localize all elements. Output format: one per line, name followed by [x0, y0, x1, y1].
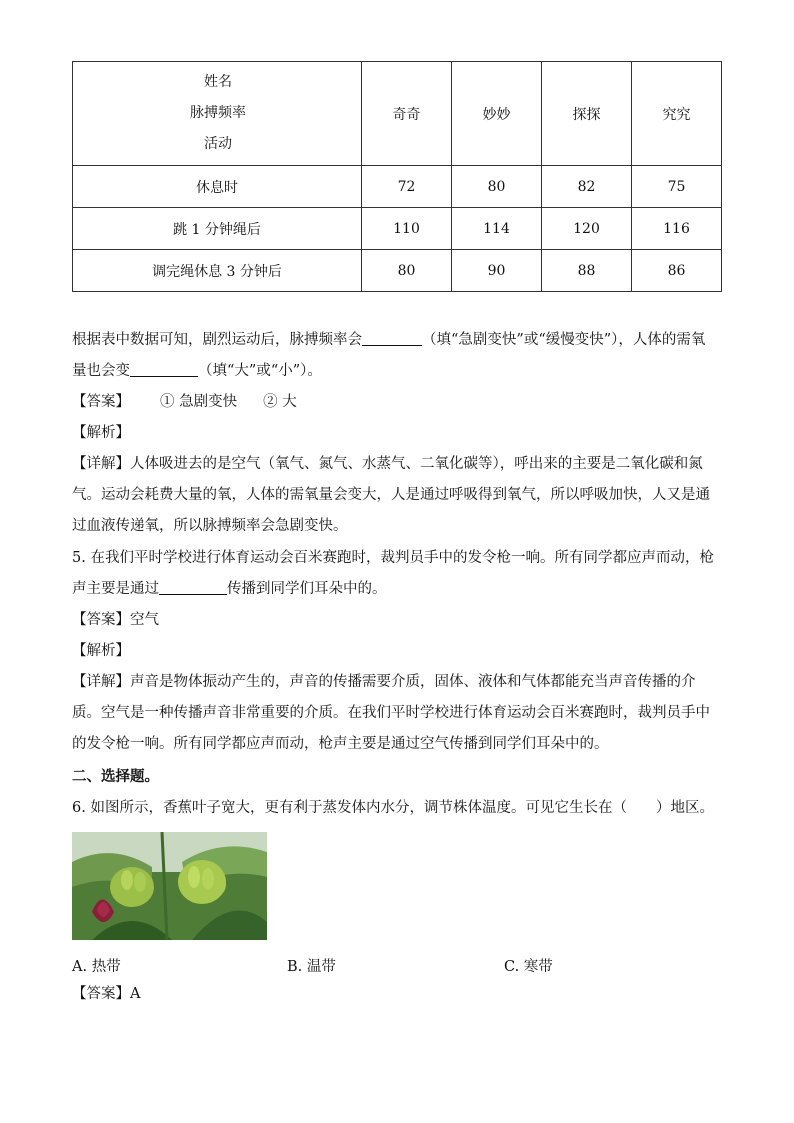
table-cell: 88 — [542, 250, 632, 292]
answer-tag: 【答案】 — [72, 986, 130, 1002]
answer-text: 空气 — [130, 612, 159, 628]
row-label: 调完绳休息 3 分钟后 — [73, 250, 362, 292]
q6-answer — [72, 979, 724, 1010]
answer-text: A — [130, 986, 141, 1002]
header-name-cell: 究究 — [632, 62, 722, 166]
answer-1: ① 急剧变快 — [160, 394, 238, 410]
section-title: 二、选择题。 — [72, 768, 159, 785]
header-name-cell: 探探 — [542, 62, 632, 166]
q4-detail — [72, 449, 724, 542]
header-label-pulse: 脉搏频率 — [190, 105, 246, 121]
table-cell: 120 — [542, 208, 632, 250]
q5-analysis-tag: 【解析】 — [72, 643, 130, 659]
q6-question: 6. 如图所示，香蕉叶子宽大，更有利于蒸发体内水分，调节株体温度。可见它生长在（ ）地区。 — [72, 800, 714, 816]
table-cell: 114 — [452, 208, 542, 250]
option-b: B. 温带 — [287, 959, 336, 975]
header-name-cell: 奇奇 — [362, 62, 452, 166]
detail-tag: 【详解】 — [72, 456, 130, 472]
banana-plant-photo — [72, 832, 267, 940]
table-cell: 80 — [362, 250, 452, 292]
table-cell: 72 — [362, 166, 452, 208]
header-label-activity: 活动 — [204, 136, 232, 152]
table-cell: 82 — [542, 166, 632, 208]
table-row — [73, 250, 722, 292]
q5-detail — [72, 667, 724, 760]
detail-text: 声音是物体振动产生的，声音的传播需要介质，固体、液体和气体都能充当声音传播的介质。空气是一种传播声音非常重要的介质。在我们平时学校进行体育运动会百米赛跑时，裁判员手中的发令枪一响。所有同学都应声而动，枪声主要是通过空气传播到同学们耳朵中的。 — [72, 674, 710, 752]
detail-text: 人体吸进去的是空气（氧气、氮气、水蒸气、二氧化碳等），呼出来的主要是二氧化碳和氮气。运动会耗费大量的氧，人体的需氧量会变大，人是通过呼吸得到氧气，所以呼吸加快，人又是通过血液传递氧，所以脉搏频率会急剧变快。 — [72, 456, 710, 534]
q4-analysis-tag: 【解析】 — [72, 425, 130, 441]
answer-blank — [130, 361, 198, 377]
q5-question: 5. 在我们平时学校进行体育运动会百米赛跑时，裁判员手中的发令枪一响。所有同学都应声而动，枪声主要是通过 传播到同学们耳朵中的。 — [72, 550, 714, 597]
table-cell: 90 — [452, 250, 542, 292]
answer-2: ② 大 — [263, 394, 297, 410]
table-row — [73, 208, 722, 250]
table-cell: 110 — [362, 208, 452, 250]
q4-answer — [72, 387, 724, 418]
table-cell: 80 — [452, 166, 542, 208]
q4-question: 根据表中数据可知，剧烈运动后，脉搏频率会 （填“急剧变快”或“缓慢变快”），人体的需氧 量也会变 （填“大”或“小”）。 — [72, 332, 706, 379]
header-label-name: 姓名 — [204, 74, 232, 90]
q5-answer — [72, 605, 724, 636]
row-label: 跳 1 分钟绳后 — [73, 208, 362, 250]
answer-tag: 【答案】 — [72, 394, 130, 410]
diagonal-header-cell — [73, 62, 362, 166]
option-c: C. 寒带 — [504, 959, 553, 975]
answer-tag: 【答案】 — [72, 612, 130, 628]
pulse-rate-table — [72, 61, 722, 292]
table-cell: 86 — [632, 250, 722, 292]
row-label: 休息时 — [73, 166, 362, 208]
answer-blank — [159, 579, 227, 595]
table-cell: 116 — [632, 208, 722, 250]
table-row — [73, 166, 722, 208]
answer-blank — [362, 330, 422, 346]
header-name-cell: 妙妙 — [452, 62, 542, 166]
table-header-row — [73, 62, 722, 166]
detail-tag: 【详解】 — [72, 674, 130, 690]
table-cell: 75 — [632, 166, 722, 208]
option-a: A. 热带 — [72, 959, 121, 975]
